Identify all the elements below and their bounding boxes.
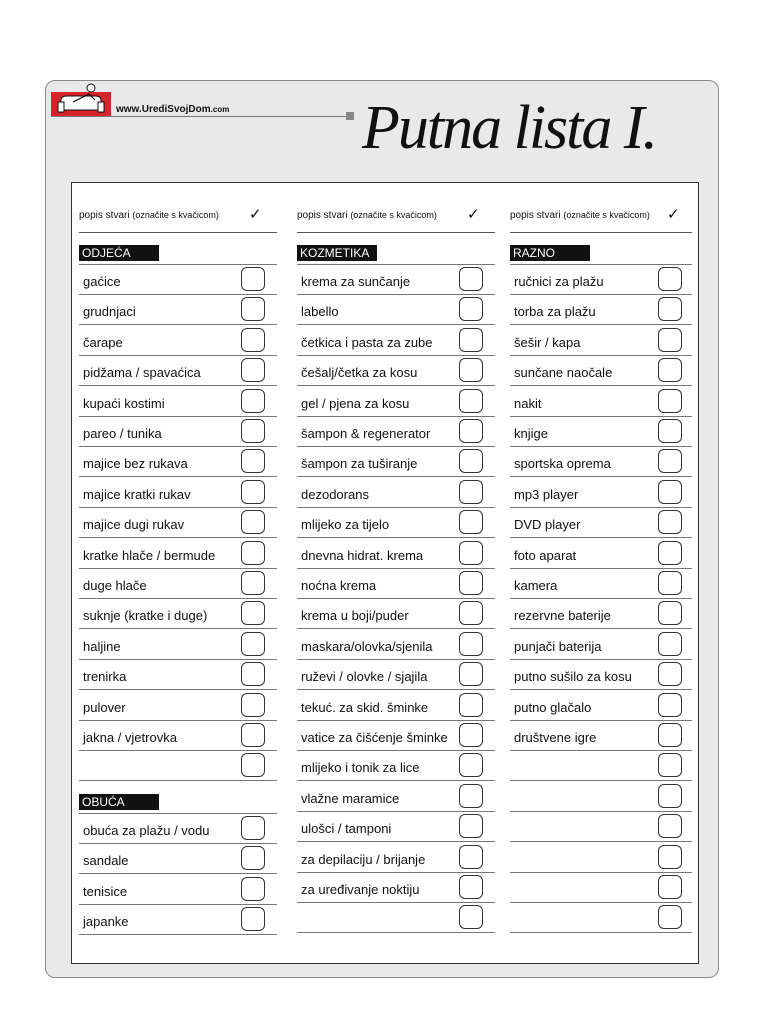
item-checkbox[interactable] xyxy=(459,784,483,808)
list-item xyxy=(510,812,692,842)
item-checkbox[interactable] xyxy=(459,905,483,929)
list-item xyxy=(297,417,495,447)
item-label: mlijeko za tijelo xyxy=(301,517,390,533)
header-rule-end xyxy=(346,112,354,120)
item-checkbox[interactable] xyxy=(241,632,265,656)
item-label: putno sušilo za kosu xyxy=(514,669,632,685)
item-label: haljine xyxy=(83,638,121,654)
item-checkbox[interactable] xyxy=(658,328,682,352)
item-label: pidžama / spavaćica xyxy=(83,365,201,381)
list-item xyxy=(510,417,692,447)
list-item xyxy=(79,660,277,690)
list-item xyxy=(79,751,277,781)
list-item xyxy=(79,905,277,935)
list-item xyxy=(79,814,277,844)
item-checkbox[interactable] xyxy=(459,571,483,595)
item-label: duge hlače xyxy=(83,578,147,593)
list-item xyxy=(79,447,277,477)
item-checkbox[interactable] xyxy=(459,328,483,352)
item-label: mp3 player xyxy=(514,486,579,502)
list-item xyxy=(297,478,495,508)
item-checkbox[interactable] xyxy=(241,846,265,870)
column-header-label xyxy=(297,210,437,221)
list-item xyxy=(510,356,692,386)
item-checkbox[interactable] xyxy=(658,571,682,595)
item-checkbox[interactable] xyxy=(241,297,265,321)
checklist-sheet xyxy=(71,182,699,964)
column-header-label xyxy=(79,210,219,221)
list-item xyxy=(297,691,495,721)
sofa-logo-icon xyxy=(51,82,115,118)
item-checkbox[interactable] xyxy=(459,753,483,777)
item-checkbox[interactable] xyxy=(241,907,265,931)
item-checkbox[interactable] xyxy=(658,389,682,413)
column-header-note: (označite s kvačicom) xyxy=(132,210,219,220)
item-label: jakna / vjetrovka xyxy=(83,730,177,745)
item-label: čarape xyxy=(83,334,123,350)
item-label: tenisice xyxy=(83,883,128,899)
item-label: DVD player xyxy=(514,517,581,533)
item-checkbox[interactable] xyxy=(241,510,265,534)
category-label: RAZNO xyxy=(510,245,590,261)
list-item xyxy=(297,751,495,781)
list-item xyxy=(79,508,277,538)
item-checkbox[interactable] xyxy=(459,845,483,869)
list-item xyxy=(510,326,692,356)
list-item xyxy=(510,539,692,569)
item-label: majice kratki rukav xyxy=(83,486,191,502)
item-checkbox[interactable] xyxy=(459,693,483,717)
item-checkbox[interactable] xyxy=(459,480,483,504)
item-label: ulošci / tamponi xyxy=(301,821,392,837)
item-label: sportska oprema xyxy=(514,456,611,472)
item-label: pulover xyxy=(83,699,126,715)
column-header-note: (označite s kvačicom) xyxy=(563,210,650,220)
item-checkbox[interactable] xyxy=(241,541,265,565)
list-item xyxy=(297,812,495,842)
list-item xyxy=(510,721,692,751)
item-checkbox[interactable] xyxy=(241,723,265,747)
item-checkbox[interactable] xyxy=(459,601,483,625)
item-label: vlažne maramice xyxy=(301,790,400,806)
item-checkbox[interactable] xyxy=(459,449,483,473)
list-item xyxy=(79,599,277,629)
item-label: za depilaciju / brijanje xyxy=(301,851,426,867)
list-item xyxy=(297,630,495,660)
list-item xyxy=(79,326,277,356)
item-label: rezervne baterije xyxy=(514,608,611,624)
item-checkbox[interactable] xyxy=(459,632,483,656)
list-item xyxy=(510,660,692,690)
list-item xyxy=(297,295,495,325)
item-label: noćna krema xyxy=(301,578,377,593)
item-label: gaćice xyxy=(83,274,121,289)
list-item xyxy=(510,782,692,812)
list-item xyxy=(79,295,277,325)
column-header xyxy=(510,183,692,233)
item-checkbox[interactable] xyxy=(241,816,265,840)
list-item xyxy=(79,721,277,751)
item-checkbox[interactable] xyxy=(658,784,682,808)
item-checkbox[interactable] xyxy=(241,328,265,352)
list-item xyxy=(79,569,277,599)
list-item xyxy=(297,843,495,873)
item-label: sunčane naočale xyxy=(514,365,613,381)
item-label: majice dugi rukav xyxy=(83,517,185,533)
item-checkbox[interactable] xyxy=(241,419,265,443)
item-checkbox[interactable] xyxy=(459,267,483,291)
check-mark-icon: ✓ xyxy=(249,206,262,223)
item-checkbox[interactable] xyxy=(459,297,483,321)
item-checkbox[interactable] xyxy=(241,480,265,504)
column-header xyxy=(79,183,277,233)
item-checkbox[interactable] xyxy=(658,510,682,534)
list-item xyxy=(79,691,277,721)
item-checkbox[interactable] xyxy=(658,297,682,321)
list-item xyxy=(510,903,692,933)
list-item xyxy=(79,356,277,386)
item-label: japanke xyxy=(83,914,129,929)
list-item xyxy=(297,660,495,690)
list-item xyxy=(297,599,495,629)
list-item xyxy=(297,569,495,599)
category-label: KOZMETIKA xyxy=(297,245,377,261)
list-item xyxy=(297,873,495,903)
item-checkbox[interactable] xyxy=(241,358,265,382)
list-item xyxy=(297,721,495,751)
column-header-text: popis stvari xyxy=(79,210,133,221)
item-checkbox[interactable] xyxy=(241,449,265,473)
item-checkbox[interactable] xyxy=(459,389,483,413)
list-item xyxy=(510,599,692,629)
item-checkbox[interactable] xyxy=(459,662,483,686)
item-checkbox[interactable] xyxy=(241,753,265,777)
column-header-note: (označite s kvačicom) xyxy=(350,210,437,220)
item-label: ručnici za plažu xyxy=(514,274,604,289)
item-checkbox[interactable] xyxy=(658,905,682,929)
logo-text: www.UrediSvojDom.com xyxy=(116,104,230,115)
check-mark-icon: ✓ xyxy=(667,206,680,223)
item-checkbox[interactable] xyxy=(459,875,483,899)
item-label: foto aparat xyxy=(514,547,577,563)
item-label: maskara/olovka/sjenila xyxy=(301,638,433,654)
item-checkbox[interactable] xyxy=(658,723,682,747)
list-item xyxy=(297,903,495,933)
item-checkbox[interactable] xyxy=(241,389,265,413)
item-checkbox[interactable] xyxy=(459,814,483,838)
column-header-text: popis stvari xyxy=(297,210,351,221)
checklist-column xyxy=(510,183,708,963)
list-item xyxy=(297,508,495,538)
item-label: knjige xyxy=(514,426,548,441)
column-header xyxy=(297,183,495,233)
item-label: labello xyxy=(301,304,339,320)
item-label: majice bez rukava xyxy=(83,456,188,472)
list-item xyxy=(510,569,692,599)
item-label: gel / pjena za kosu xyxy=(301,395,410,411)
list-item xyxy=(510,265,692,295)
item-checkbox[interactable] xyxy=(658,662,682,686)
item-label: dnevna hidrat. krema xyxy=(301,547,424,563)
item-label: kratke hlače / bermude xyxy=(83,547,216,563)
item-checkbox[interactable] xyxy=(241,601,265,625)
item-label: punjači baterija xyxy=(514,638,602,654)
list-item xyxy=(510,387,692,417)
list-item xyxy=(79,478,277,508)
checklist-column xyxy=(297,183,495,963)
item-checkbox[interactable] xyxy=(658,875,682,899)
item-label: dezodorans xyxy=(301,486,369,502)
item-checkbox[interactable] xyxy=(241,662,265,686)
item-label: torba za plažu xyxy=(514,304,596,320)
list-item xyxy=(510,843,692,873)
item-label: šampon & regenerator xyxy=(301,426,431,441)
list-item xyxy=(79,844,277,874)
item-checkbox[interactable] xyxy=(241,571,265,595)
item-label: četkica i pasta za zube xyxy=(301,334,433,350)
list-item xyxy=(79,539,277,569)
list-item xyxy=(79,387,277,417)
list-item xyxy=(297,447,495,477)
item-label: češalj/četka za kosu xyxy=(301,365,418,381)
item-checkbox[interactable] xyxy=(658,267,682,291)
item-checkbox[interactable] xyxy=(241,693,265,717)
item-label: pareo / tunika xyxy=(83,426,162,441)
check-mark-icon: ✓ xyxy=(467,206,480,223)
checklist-column xyxy=(79,183,277,963)
item-label: krema u boji/puder xyxy=(301,608,409,624)
item-checkbox[interactable] xyxy=(241,267,265,291)
list-item xyxy=(297,326,495,356)
item-label: krema za sunčanje xyxy=(301,274,411,289)
item-checkbox[interactable] xyxy=(658,541,682,565)
header-rule xyxy=(51,116,347,117)
column-header-text: popis stvari xyxy=(510,210,564,221)
item-label: mlijeko i tonik za lice xyxy=(301,760,420,776)
item-label: ruževi / olovke / sjajila xyxy=(301,669,428,685)
item-checkbox[interactable] xyxy=(658,845,682,869)
list-item xyxy=(510,630,692,660)
category-label: OBUĆA xyxy=(79,794,159,810)
list-item xyxy=(510,508,692,538)
item-checkbox[interactable] xyxy=(658,358,682,382)
item-label: tekuć. za skid. šminke xyxy=(301,699,429,715)
item-label: šampon za tuširanje xyxy=(301,456,418,472)
item-checkbox[interactable] xyxy=(658,480,682,504)
item-checkbox[interactable] xyxy=(658,814,682,838)
item-label: za uređivanje noktiju xyxy=(301,882,420,897)
list-item xyxy=(510,478,692,508)
item-checkbox[interactable] xyxy=(241,877,265,901)
page-title: Putna lista I. xyxy=(362,94,657,162)
item-label: nakit xyxy=(514,395,542,411)
list-item xyxy=(510,447,692,477)
item-label: suknje (kratke i duge) xyxy=(83,608,208,624)
item-checkbox[interactable] xyxy=(459,510,483,534)
item-checkbox[interactable] xyxy=(658,449,682,473)
list-item xyxy=(510,873,692,903)
item-checkbox[interactable] xyxy=(459,419,483,443)
list-item xyxy=(79,417,277,447)
list-item xyxy=(297,356,495,386)
list-item xyxy=(510,691,692,721)
list-item xyxy=(79,630,277,660)
item-label: kupaći kostimi xyxy=(83,395,165,411)
item-checkbox[interactable] xyxy=(459,541,483,565)
item-checkbox[interactable] xyxy=(658,601,682,625)
item-label: grudnjaci xyxy=(83,304,136,320)
list-item xyxy=(297,782,495,812)
item-checkbox[interactable] xyxy=(459,723,483,747)
list-item xyxy=(297,265,495,295)
item-checkbox[interactable] xyxy=(658,693,682,717)
category-label: ODJEĆA xyxy=(79,245,159,261)
item-label: obuća za plažu / vodu xyxy=(83,822,210,838)
item-label: kamera xyxy=(514,578,558,593)
item-checkbox[interactable] xyxy=(658,419,682,443)
item-label: šešir / kapa xyxy=(514,334,581,350)
list-item xyxy=(510,295,692,325)
item-checkbox[interactable] xyxy=(658,632,682,656)
list-item xyxy=(297,387,495,417)
item-label: sandale xyxy=(83,853,129,869)
item-label: vatice za čišćenje šminke xyxy=(301,730,448,745)
item-label: putno glačalo xyxy=(514,699,592,715)
item-checkbox[interactable] xyxy=(459,358,483,382)
list-item xyxy=(79,265,277,295)
item-checkbox[interactable] xyxy=(658,753,682,777)
item-label: društvene igre xyxy=(514,730,597,745)
list-item xyxy=(79,875,277,905)
column-header-label xyxy=(510,210,650,221)
list-item xyxy=(297,539,495,569)
list-item xyxy=(510,751,692,781)
item-label: trenirka xyxy=(83,669,127,685)
